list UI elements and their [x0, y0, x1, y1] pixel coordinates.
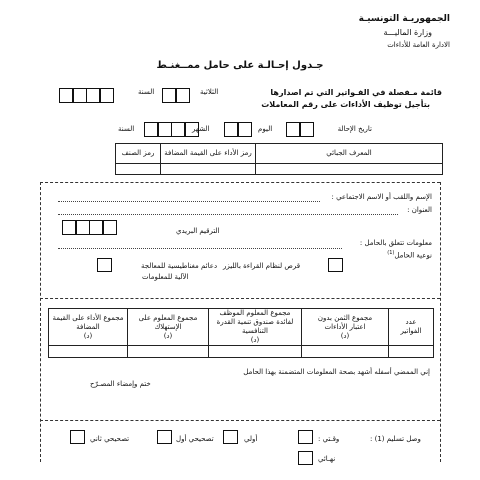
name-field[interactable] — [58, 201, 320, 202]
magnetic-medium-checkbox[interactable] — [97, 258, 112, 272]
quarter-label: الثلاثية — [200, 88, 219, 96]
second-correction-label: تصحيحي ثاني — [90, 435, 130, 443]
month-label: الشهر — [192, 125, 210, 133]
totals-table — [48, 308, 434, 358]
postal-code-boxes[interactable] — [63, 220, 117, 235]
republic-name: الجمهوريـة التونسيـة — [358, 14, 450, 24]
tax-id-cell[interactable] — [256, 164, 443, 175]
magnetic-medium-label-2: الآلية للمعلومات — [142, 273, 189, 281]
initial-label: أولي — [244, 435, 258, 443]
vat-code-header: رمز الأداء على القيمة المضافة — [161, 144, 256, 164]
consumption-total-cell[interactable] — [128, 346, 209, 358]
final-label: نهـائي — [318, 455, 336, 463]
category-code-cell[interactable] — [116, 164, 161, 175]
medium-info-label: معلومات تتعلق بالحامل : — [359, 239, 432, 247]
laser-disk-label: قرص لنظام القراءة بالليزر — [223, 262, 301, 270]
fund-total-cell[interactable] — [209, 346, 302, 358]
vat-total-header: مجموع الأداء على القيمة المضافة (د) — [49, 309, 128, 346]
second-correction-checkbox[interactable] — [70, 430, 85, 444]
postal-code-label: الترقيم البريدي — [176, 227, 220, 235]
first-correction-checkbox[interactable] — [157, 430, 172, 444]
invoice-count-header: عدد الفواتير — [389, 309, 434, 346]
section-divider-2 — [40, 298, 440, 299]
invoice-line-1: قائمة مـفصلة في الفـواتير التي تم اصدارها — [270, 88, 442, 97]
category-code-header: رمز الصنف — [116, 144, 161, 164]
address-label: العنوان : — [407, 206, 432, 214]
receipt-label: وصل تسليم (1) : — [370, 435, 421, 443]
address-field[interactable] — [58, 214, 398, 215]
year-label: السنة — [138, 88, 155, 96]
signature-label: ختم وإمضاء المصـرّح — [90, 380, 151, 388]
temporary-checkbox[interactable] — [298, 430, 313, 444]
laser-disk-checkbox[interactable] — [328, 258, 343, 272]
temporary-label: وقـتي : — [318, 435, 340, 443]
vat-total-cell[interactable] — [49, 346, 128, 358]
invoice-line-2: بتأجيل توظيف الأداءات على رقم المعاملات — [261, 100, 430, 109]
year-boxes[interactable] — [60, 88, 114, 103]
declaration-statement: إني الممضي أسفله أشهد بصحة المعلومات المتضمنة بهذا الحامل — [243, 368, 430, 376]
consumption-total-header: مجموع المعلوم على الإستهلاك (د) — [128, 309, 209, 346]
first-correction-label: تصحيحي أول — [176, 435, 214, 443]
right-border — [440, 182, 441, 462]
medium-type-label: نوعية الحامل$^{(1)}$ — [387, 250, 432, 260]
ministry-name: وزارة الماليـــة — [383, 28, 432, 37]
month-boxes[interactable] — [225, 122, 252, 137]
invoice-count-cell[interactable] — [389, 346, 434, 358]
section-divider — [40, 182, 440, 183]
fund-total-header: مجموع المعلوم الموظف لفائدة صندوق تنمية القدرة التنافسية (د) — [209, 309, 302, 346]
magnetic-medium-label-1: دعائم مغناطيسية للمعالجة — [141, 262, 218, 270]
referral-year-boxes[interactable] — [145, 122, 199, 137]
initial-checkbox[interactable] — [223, 430, 238, 444]
section-divider-3 — [40, 420, 440, 421]
vat-code-cell[interactable] — [161, 164, 256, 175]
price-total-cell[interactable] — [302, 346, 389, 358]
day-label: اليوم — [258, 125, 273, 133]
directorate-name: الادارة العامة للأداءات — [387, 41, 450, 49]
referral-year-label: السنة — [118, 125, 135, 133]
id-table — [115, 143, 443, 175]
referral-date-label: تاريخ الإحالة — [337, 125, 372, 133]
day-boxes[interactable] — [287, 122, 314, 137]
name-label: الإسم واللقب أو الاسم الاجتماعي : — [331, 193, 432, 201]
final-checkbox[interactable] — [298, 451, 313, 465]
quarter-boxes[interactable] — [163, 88, 190, 103]
tax-id-header: المعرف الجبائي — [256, 144, 443, 164]
medium-info-field[interactable] — [58, 248, 342, 249]
page-title: جـدول إحـالـة على حامل ممــغنـط — [156, 60, 324, 71]
price-total-header: مجموع الثمن بدون اعتبار الأداءات (د) — [302, 309, 389, 346]
